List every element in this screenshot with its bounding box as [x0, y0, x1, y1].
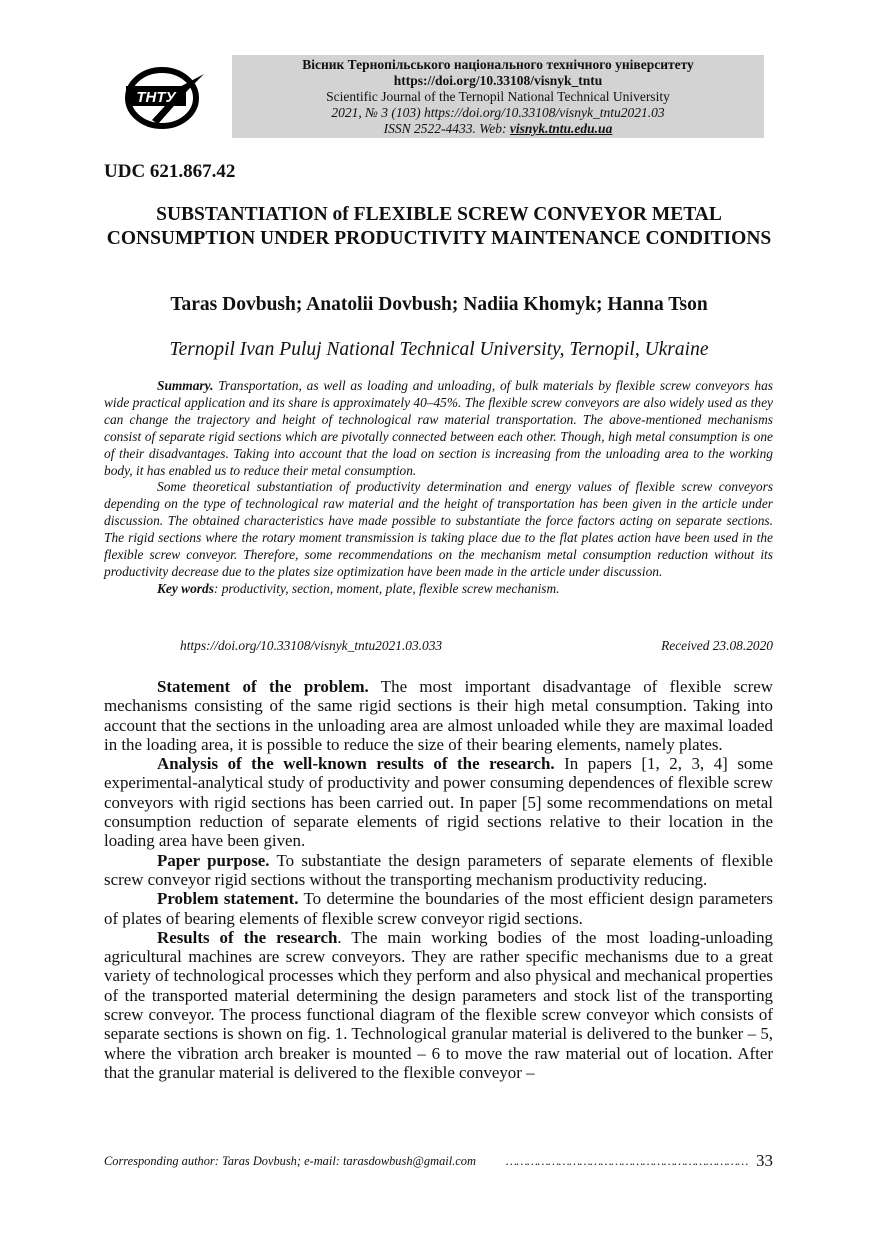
keywords — [104, 581, 773, 598]
authors: Taras Dovbush; Anatolii Dovbush; Nadiia Khomyk; Hanna Tson — [170, 294, 708, 315]
issue-line: 2021, № 3 (103) https://doi.org/10.33108/visnyk_tntu2021.03 — [331, 105, 665, 120]
section-paragraph — [104, 928, 773, 1082]
footer-dots: …………………………………………………………… — [506, 1154, 748, 1168]
issn-line — [232, 121, 764, 137]
body-text — [104, 677, 773, 1082]
journal-header — [232, 55, 764, 138]
affiliation: Ternopil Ivan Puluj National Technical University, Ternopil, Ukraine — [169, 339, 709, 360]
page-footer — [104, 1151, 773, 1171]
university-logo — [118, 60, 214, 132]
section-heading: Analysis of the well-known results of the research. — [157, 754, 555, 774]
journal-title-en: Scientific Journal of the Ternopil National Technical University — [326, 89, 670, 104]
section-paragraph — [104, 851, 773, 890]
section-text: To determine the boundaries of the most efficient design parameters of plates of bearing elements of flexible screw conveyor rigid sections. — [104, 889, 774, 928]
section-heading: Problem statement. — [157, 889, 299, 909]
udc-code: UDC 621.867.42 — [104, 161, 236, 182]
journal-doi-link[interactable]: https://doi.org/10.33108/visnyk_tntu — [393, 73, 603, 88]
tntu-logo-icon — [118, 60, 214, 132]
section-paragraph — [104, 754, 773, 850]
corresponding-author: Corresponding author: Taras Dovbush; e-mail: tarasdowbush@gmail.com — [104, 1154, 476, 1168]
section-paragraph — [104, 677, 773, 754]
abstract-paragraph-1 — [104, 378, 773, 479]
page-number: 33 — [756, 1151, 773, 1170]
received-date: Received 23.08.2020 — [661, 638, 773, 653]
abstract — [104, 378, 773, 598]
summary-label: Summary. — [157, 378, 214, 393]
section-text: . The main working bodies of the most loading-unloading agricultural machines are screw conveyors. They are rather specific mechanisms due to a great variety of technological processes which they perform and also physical and mechanical properties of the transported material determining the design parameters and stock list of the transporting screw conveyor. The process functional diagram of the flexible screw conveyor which consists of separate sections is shown on fig. 1. Technological granular material is delivered to the bunker – 5, where the vibration arch breaker is mounted – 6 to move the raw material out of location. After that the granular material is delivered to the flexible conveyor – — [104, 927, 774, 1082]
doi-received-line — [180, 638, 773, 654]
article-doi[interactable]: https://doi.org/10.33108/visnyk_tntu2021.03.033 — [180, 638, 443, 653]
keywords-text: : productivity, section, moment, plate, flexible screw mechanism. — [213, 580, 560, 596]
issn-text: ISSN 2522-4433. Web: — [383, 121, 510, 136]
section-heading: Statement of the problem. — [157, 677, 369, 696]
web-link[interactable]: visnyk.tntu.edu.ua — [509, 121, 613, 136]
summary-text-1: Transportation, as well as loading and unloading, of bulk materials by flexible screw conveyors has wide practical application and its share is approximately 40–45%. The flexible screw conveyors are also widely used as they can change the trajectory and height of technological raw material transportation. The above-mentioned mechanisms consist of separate rigid sections which are pivotally connected between each other. Though, high metal consumption is one of their disadvantages. Taking into account that the load on section is increasing from the unloading area to the working body, it has enabled us to reduce their metal consumption. — [104, 378, 773, 478]
section-text: The most important disadvantage of flexible screw mechanisms consisting of the same rigid sections is their high metal consumption. Taking into account that the sections in the unloading area are almost unloaded while they are maximal loaded in the loading area, it is possible to reduce the size of their bearing elements, namely plates. — [104, 677, 773, 754]
paper-title: SUBSTANTIATION of FLEXIBLE SCREW CONVEYOR METAL CONSUMPTION UNDER PRODUCTIVITY MAINTENANCE CONDITIONS — [106, 204, 772, 249]
section-paragraph — [104, 889, 773, 928]
abstract-paragraph-2: Some theoretical substantiation of productivity determination and energy values of flexible screw conveyors depending on the type of technological raw material and the height of transportation has been given in the article under discussion. The obtained characteristics have made possible to substantiate the force factors acting on separate sections. The rigid sections where the rotary moment transmission is taking place due to the flat plates action have been used in the flexible screw conveyor. Therefore, some recommendations on the mechanism metal consumption reduction without its productivity decrease due to the plates size optimization have been made in the article under discussion. — [104, 479, 773, 579]
section-text: To substantiate the design parameters of separate elements of flexible screw conveyor rigid sections without the transporting mechanism productivity reducing. — [104, 850, 774, 889]
logo-text: ТНТУ — [136, 89, 176, 106]
keywords-label: Key words — [157, 580, 214, 596]
section-heading: Paper purpose. — [157, 850, 270, 870]
journal-title-ua: Вісник Тернопільського національного технічного університету — [302, 57, 694, 72]
section-heading: Results of the research — [157, 927, 338, 947]
section-text: In papers [1, 2, 3, 4] some experimental-analytical study of productivity and power consuming dependences of flexible screw conveyors with rigid sections has been carried out. In paper [5] some recommendations on metal consumption reduction of separate elements of rigid sections relative to their location in the loading area have been given. — [104, 754, 773, 851]
